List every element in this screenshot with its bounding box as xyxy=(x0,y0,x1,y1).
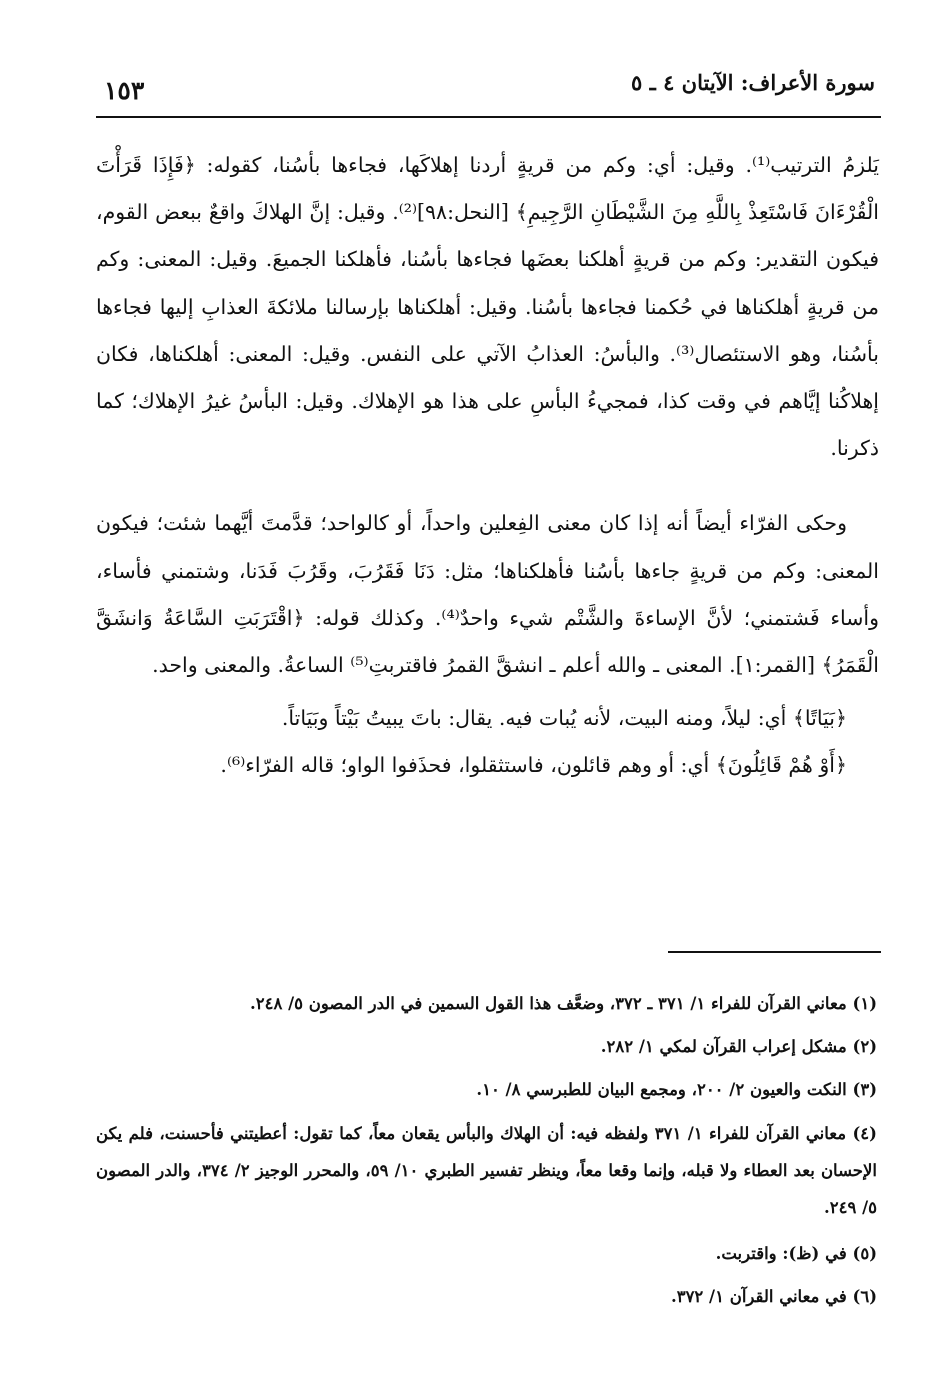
footnote: (٢) مشكل إعراب القرآن لمكي ١/ ٢٨٢. xyxy=(600,1037,877,1056)
footnote: (١) معاني القرآن للفراء ١/ ٣٧١ ـ ٣٧٢، وضعَّف هذا القول السمين في الدر المصون ٥/ ٢٤٨. xyxy=(250,994,877,1013)
footnote: (٥) في (ظ): واقتربت. xyxy=(715,1244,877,1263)
page-header xyxy=(96,64,881,118)
page-number: ١٥٣ xyxy=(104,76,145,105)
paragraph: ﴿أَوْ هُمْ قَائِلُونَ﴾ أي: أو وهم قائلون، فاستثقلوا، فحذَفوا الواو؛ قاله الفرّاء⁽⁶⁾. xyxy=(220,753,847,778)
footnote: (٦) في معاني القرآن ١/ ٣٧٢. xyxy=(670,1287,877,1306)
paragraph: يَلزمُ الترتيب⁽¹⁾. وقيل: أي: وكم من قريةٍ أردنا إهلاكَها، فجاءها بأسُنا، كقوله: ﴿فَإِذَا قَرَأْتَ الْقُرْءَانَ فَاسْتَعِذْ بِاللَّهِ مِنَ الشَّيْطَانِ الرَّجِيمِ﴾ [النحل:٩٨]⁽²⁾. وقيل: إنَّ الهلاكَ واقعٌ ببعض القوم، فيكون التقدير: وكم من قريةٍ أهلكنا بعضَها فجاءها بأسُنا، فأهلكنا الجميعَ. وقيل: المعنى: وكم من قريةٍ أهلكناها في حُكمنا فجاءها بأسُنا. وقيل: أهلكناها بإرسالنا ملائكةَ العذابِ إليها فجاءها بأسُنا، وهو الاستئصال⁽³⁾. والبأسُ: العذابُ الآتي على النفس. وقيل: المعنى: أهلكناها، فكان إهلاكُنا إيَّاهم في وقت كذا، فمجيءُ البأسِ على هذا هو الإهلاك. وقيل: البأسُ غيرُ الإهلاك؛ كما ذكرنا. xyxy=(96,153,879,461)
paragraph: ﴿بَيَاتًا﴾ أي: ليلاً، ومنه البيت، لأنه يُبات فيه. يقال: باتَ يبيتُ بَيْتاً وبَيَاتاً. xyxy=(281,706,847,731)
surah-title: سورة الأعراف: الآيتان ٤ ـ ٥ xyxy=(631,70,875,95)
paragraph: وحكى الفرّاء أيضاً أنه إذا كان معنى الفِعلين واحداً، أو كالواحد؛ قدَّمتَ أيَّهما شئت؛ فيكون المعنى: وكم من قريةٍ جاءها بأسُنا فأهلكناها؛ مثل: دَنَا فَقَرُبَ، وقَرُبَ فَدَنا، وشتمني فأساء، وأساء فَشتمني؛ لأنَّ الإساءةَ والشَّتْم شيء واحدٌ⁽⁴⁾. وكذلك قوله: ﴿اقْتَرَبَتِ السَّاعَةُ وَانشَقَّ الْقَمَرُ﴾ [القمر:١]. المعنى ـ والله أعلم ـ انشقَّ القمرُ فاقتربتِ⁽⁵⁾ الساعةُ. والمعنى واحد. xyxy=(96,511,879,678)
footnote: (٣) النكت والعيون ٢/ ٢٠٠، ومجمع البيان للطبرسي ٨/ ١٠. xyxy=(476,1080,877,1099)
footnote-separator xyxy=(668,951,881,953)
main-text xyxy=(96,142,879,790)
footnote: (٤) معاني القرآن للفراء ١/ ٣٧١ ولفظه فيه: أن الهلاك والبأس يقعان معاً، كما تقول: أعطيتني فأحسنت، فلم يكن الإحسان بعد العطاء ولا قبله، وإنما وقعا معاً، وينظر تفسير الطبري ١٠/ ٥٩، والمحرر الوجيز ٢/ ٣٧٤، والدر المصون ٥/ ٢٤٩. xyxy=(96,1124,878,1217)
footnotes xyxy=(96,986,877,1322)
